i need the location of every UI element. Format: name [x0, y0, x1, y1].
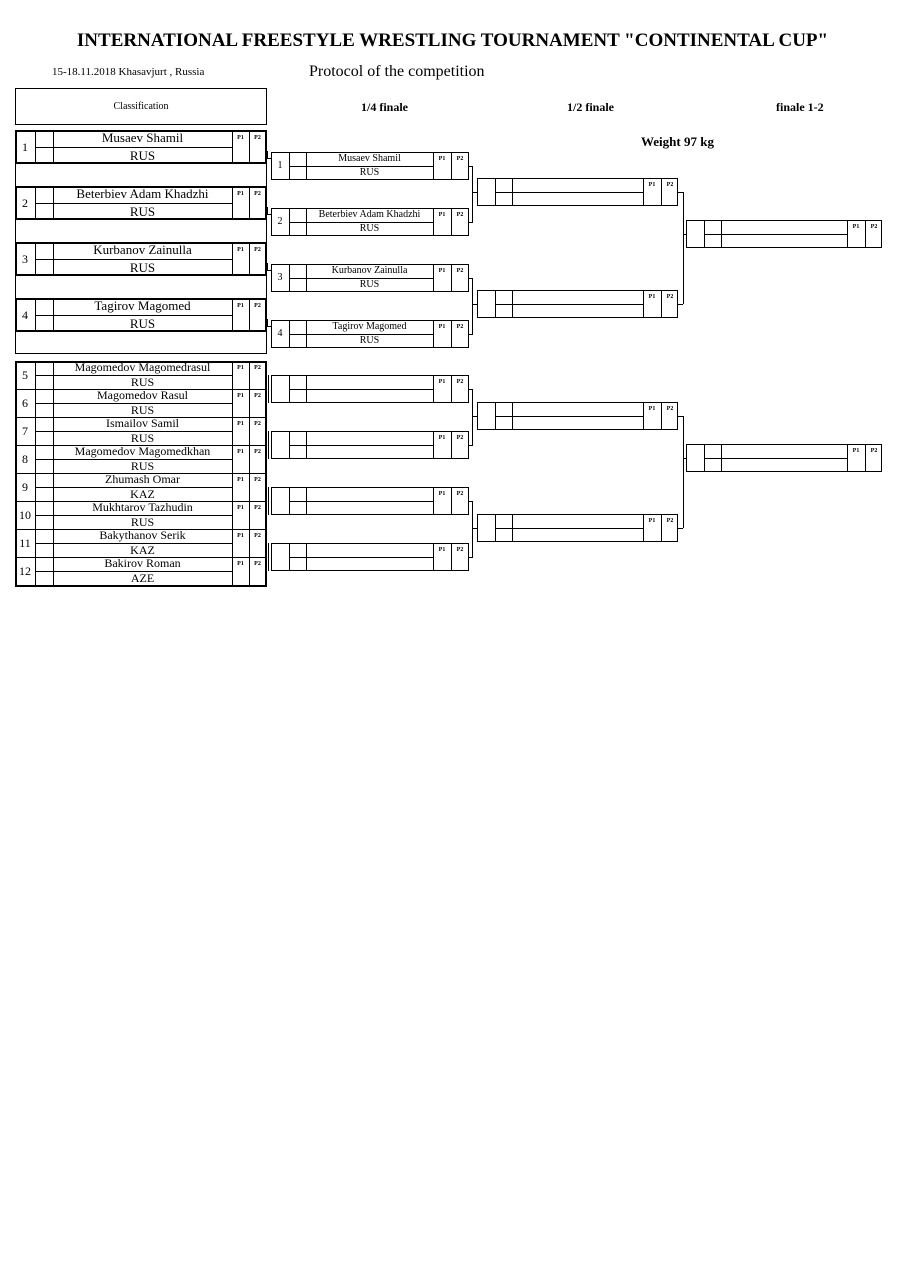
round-final-label: finale 1-2: [776, 100, 824, 114]
wrestler-name: Beterbiev Adam Khadzhi: [76, 186, 209, 201]
wrestler-name: Magomedov Magomedrasul: [74, 360, 211, 374]
seed-number: 1: [22, 140, 28, 154]
rule-line: [289, 501, 433, 502]
p2-label: P2: [254, 135, 261, 141]
p1-label: P1: [438, 156, 446, 162]
p1-label: P1: [438, 212, 446, 218]
wrestler-name: Bakythanov Serik: [99, 528, 186, 542]
p1-label: P1: [237, 365, 244, 371]
rule-line: [683, 234, 686, 235]
wrestler-country: RUS: [130, 515, 155, 529]
wrestler-name: Kurbanov Zainulla: [331, 265, 408, 276]
rule-line: [704, 234, 847, 235]
seed-number: 4: [277, 328, 283, 339]
rule-line: [683, 416, 684, 528]
p2-label: P2: [456, 212, 464, 218]
p1-label: P1: [237, 393, 244, 399]
wrestler-name: Magomedov Rasul: [97, 388, 188, 402]
p1-label: P1: [237, 477, 244, 483]
p2-label: P2: [254, 421, 261, 427]
wrestler-country: RUS: [129, 260, 156, 275]
p2-label: P2: [254, 449, 261, 455]
rule-line: [266, 151, 268, 159]
p2-label: P2: [254, 561, 261, 567]
p2-label: P2: [456, 156, 464, 162]
rule-line: [472, 389, 473, 445]
p1-label: P1: [648, 182, 656, 188]
wrestler-name: Tagirov Magomed: [94, 298, 191, 313]
page-title: INTERNATIONAL FREESTYLE WRESTLING TOURNAMENT "CONTINENTAL CUP": [76, 30, 829, 51]
seed-number: 5: [22, 368, 28, 382]
p1-label: P1: [648, 406, 656, 412]
p2-label: P2: [254, 393, 261, 399]
seed-number: 3: [22, 252, 28, 266]
p1-label: P1: [438, 435, 446, 441]
wrestler-country: RUS: [359, 223, 380, 234]
rule-line: [495, 304, 643, 305]
round-quarterfinal-label: 1/4 finale: [361, 100, 408, 114]
wrestler-name: Tagirov Magomed: [332, 321, 407, 332]
p2-label: P2: [666, 294, 674, 300]
rule-line: [289, 557, 433, 558]
p1-label: P1: [237, 561, 244, 567]
weight-category: Weight 97 kg: [641, 134, 714, 149]
seed-number: 1: [277, 160, 283, 171]
rule-line: [469, 557, 473, 558]
wrestler-country: KAZ: [130, 543, 155, 557]
p1-label: P1: [852, 448, 860, 454]
rule-line: [472, 192, 477, 193]
p2-label: P2: [456, 435, 464, 441]
seed-number: 2: [22, 196, 28, 210]
seed-number: 3: [277, 272, 283, 283]
p1-label: P1: [648, 294, 656, 300]
p2-label: P2: [254, 477, 261, 483]
rule-line: [683, 192, 684, 304]
rule-line: [472, 416, 477, 417]
wrestler-country: RUS: [129, 316, 156, 331]
p1-label: P1: [237, 505, 244, 511]
rule-line: [495, 528, 643, 529]
p2-label: P2: [254, 247, 261, 253]
wrestler-country: RUS: [129, 204, 156, 219]
seed-number: 8: [22, 452, 28, 466]
p2-label: P2: [254, 533, 261, 539]
p1-label: P1: [438, 268, 446, 274]
rule-line: [266, 263, 268, 271]
protocol-caption: Protocol of the competition: [309, 63, 485, 80]
wrestler-name: Musaev Shamil: [101, 130, 184, 145]
rule-line: [704, 458, 847, 459]
p2-label: P2: [254, 505, 261, 511]
rule-line: [495, 416, 643, 417]
rule-line: [268, 431, 269, 459]
rule-line: [472, 166, 473, 222]
seed-number: 2: [277, 216, 283, 227]
rule-line: [469, 445, 473, 446]
p2-label: P2: [254, 191, 261, 197]
rule-line: [495, 192, 643, 193]
p1-label: P1: [438, 379, 446, 385]
p2-label: P2: [456, 268, 464, 274]
p2-label: P2: [456, 324, 464, 330]
wrestler-name: Bakirov Roman: [104, 556, 181, 570]
p1-label: P1: [438, 547, 446, 553]
wrestler-name: Magomedov Magomedkhan: [74, 444, 211, 458]
p2-label: P2: [666, 518, 674, 524]
wrestler-country: RUS: [129, 148, 156, 163]
seed-number: 7: [22, 424, 28, 438]
p2-label: P2: [254, 365, 261, 371]
p2-label: P2: [456, 547, 464, 553]
wrestler-country: RUS: [130, 375, 155, 389]
rule-line: [678, 304, 683, 305]
round-semifinal-label: 1/2 finale: [567, 100, 614, 114]
p2-label: P2: [254, 303, 261, 309]
wrestler-name: Ismailov Samil: [106, 416, 179, 430]
p1-label: P1: [237, 247, 244, 253]
gap-band: [15, 276, 267, 298]
wrestler-name: Kurbanov Zainulla: [93, 242, 192, 257]
wrestler-name: Beterbiev Adam Khadzhi: [318, 209, 421, 220]
rule-line: [472, 304, 477, 305]
p1-label: P1: [237, 533, 244, 539]
wrestler-country: RUS: [130, 403, 155, 417]
wrestler-country: RUS: [359, 335, 380, 346]
wrestler-name: Mukhtarov Tazhudin: [92, 500, 193, 514]
classification-box: Classification: [15, 88, 267, 125]
p2-label: P2: [456, 491, 464, 497]
rule-line: [469, 222, 473, 223]
p2-label: P2: [666, 182, 674, 188]
wrestler-country: RUS: [130, 459, 155, 473]
rule-line: [472, 528, 477, 529]
p1-label: P1: [438, 324, 446, 330]
gap-band: [15, 332, 267, 354]
seed-number: 12: [19, 564, 31, 578]
rule-line: [268, 487, 269, 515]
date-place: 15-18.11.2018 Khasavjurt , Russia: [52, 66, 205, 78]
p2-label: P2: [870, 448, 878, 454]
p1-label: P1: [237, 449, 244, 455]
p2-label: P2: [456, 379, 464, 385]
rule-line: [268, 543, 269, 571]
wrestler-country: RUS: [130, 431, 155, 445]
rule-line: [289, 445, 433, 446]
rule-line: [683, 458, 686, 459]
seed-number: 6: [22, 396, 28, 410]
seed-number: 10: [19, 508, 31, 522]
gap-band: [15, 220, 267, 242]
p2-label: P2: [870, 224, 878, 230]
seed-number: 4: [22, 308, 28, 322]
rule-line: [472, 278, 473, 334]
wrestler-country: RUS: [359, 279, 380, 290]
p1-label: P1: [852, 224, 860, 230]
wrestler-name: Musaev Shamil: [338, 153, 401, 164]
seed-number: 9: [22, 480, 28, 494]
p1-label: P1: [237, 191, 244, 197]
rule-line: [472, 501, 473, 557]
wrestler-country: KAZ: [130, 487, 155, 501]
rule-line: [678, 528, 683, 529]
p1-label: P1: [237, 135, 244, 141]
rule-line: [289, 389, 433, 390]
p1-label: P1: [648, 518, 656, 524]
p1-label: P1: [438, 491, 446, 497]
p1-label: P1: [237, 421, 244, 427]
wrestler-country: RUS: [359, 167, 380, 178]
wrestler-name: Zhumash Omar: [105, 472, 180, 486]
rule-line: [268, 375, 269, 403]
seed-number: 11: [19, 536, 31, 550]
p1-label: P1: [237, 303, 244, 309]
rule-line: [266, 319, 268, 327]
rule-line: [469, 334, 473, 335]
gap-band: [15, 164, 267, 186]
rule-line: [266, 207, 268, 215]
p2-label: P2: [666, 406, 674, 412]
wrestler-country: AZE: [130, 571, 155, 585]
